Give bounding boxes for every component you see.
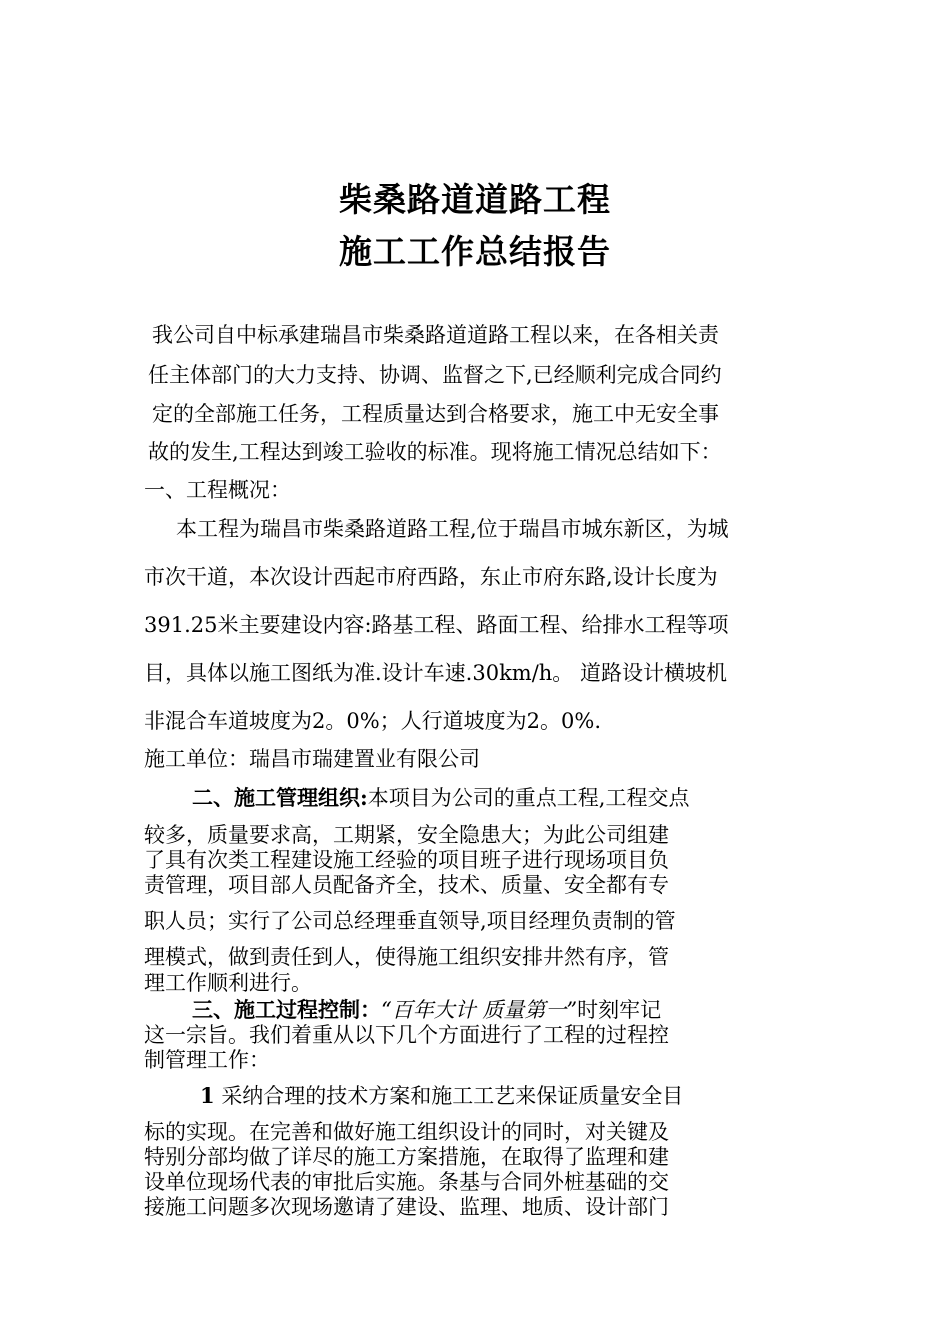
- item-1-text: 采纳合理的技术方案和施工工艺来保证质量安全目: [221, 1084, 684, 1108]
- section-1-line: 目，具体以施工图纸为准.设计车速.30km/h。 道路设计横坡机: [144, 661, 727, 685]
- section-3-line: 制管理工作：: [144, 1048, 270, 1072]
- section-2-line: 了具有次类工程建设施工经验的项目班子进行现场项目负: [144, 848, 669, 872]
- section-2-first-line: [192, 783, 689, 813]
- section-1-line: 市次干道，本次设计西起市府西路，东止市府东路,设计长度为: [144, 565, 718, 589]
- section-1-heading: 一、工程概况：: [144, 478, 291, 502]
- section-2-line: 理模式，做到责任到人，使得施工组织安排井然有序，管: [144, 945, 669, 969]
- section-2-line: 责管理，项目部人员配备齐全，技术、质量、安全都有专: [144, 873, 669, 897]
- item-1-line: 标的实现。在完善和做好施工组织设计的同时，对关键及: [144, 1120, 669, 1144]
- section-3-line: 这一宗旨。我们着重从以下几个方面进行了工程的过程控: [144, 1023, 669, 1047]
- section-2-heading: 二、施工管理组织:: [192, 785, 368, 810]
- section-3-text: 时刻牢记: [577, 998, 662, 1022]
- document-title-line-2: 施工工作总结报告: [339, 232, 611, 271]
- section-3-heading: 三、施工过程控制：: [192, 997, 381, 1022]
- intro-line: 我公司自中标承建瑞昌市柴桑路道道路工程以来，在各相关责: [152, 323, 719, 347]
- item-1-first-line: [200, 1081, 683, 1111]
- item-1-line: 设单位现场代表的审批后实施。条基与合同外桩基础的交: [144, 1170, 669, 1194]
- section-2-line: 较多，质量要求高，工期紧，安全隐患大；为此公司组建: [144, 823, 669, 847]
- section-2-line: 理工作顺利进行。: [144, 971, 312, 995]
- section-1-line: 非混合车道坡度为2。0%；人行道坡度为2。0%.: [144, 709, 602, 733]
- intro-line: 故的发生,工程达到竣工验收的标准。现将施工情况总结如下：: [148, 440, 722, 464]
- section-1-line: 本工程为瑞昌市柴桑路道路工程,位于瑞昌市城东新区，为城: [176, 517, 729, 541]
- document-title-line-1: 柴桑路道道路工程: [339, 180, 611, 219]
- section-1-line: 391.25米主要建设内容:路基工程、路面工程、给排水工程等项: [144, 613, 729, 637]
- section-3-quote: “百年大计 质量第一”: [381, 998, 578, 1022]
- construction-unit: 施工单位：瑞昌市瑞建置业有限公司: [144, 747, 480, 771]
- item-1-number: 1: [200, 1083, 215, 1108]
- intro-line: 定的全部施工任务，工程质量达到合格要求，施工中无安全事: [152, 402, 719, 426]
- section-2-text: 本项目为公司的重点工程,工程交点: [367, 786, 690, 810]
- item-1-line: 特别分部均做了详尽的施工方案措施，在取得了监理和建: [144, 1145, 669, 1169]
- intro-line: 任主体部门的大力支持、协调、监督之下,已经顺利完成合同约: [148, 363, 722, 387]
- item-1-line: 接施工问题多次现场邀请了建设、监理、地质、设计部门: [144, 1195, 669, 1219]
- section-2-line: 职人员；实行了公司总经理垂直领导,项目经理负责制的管: [144, 909, 676, 933]
